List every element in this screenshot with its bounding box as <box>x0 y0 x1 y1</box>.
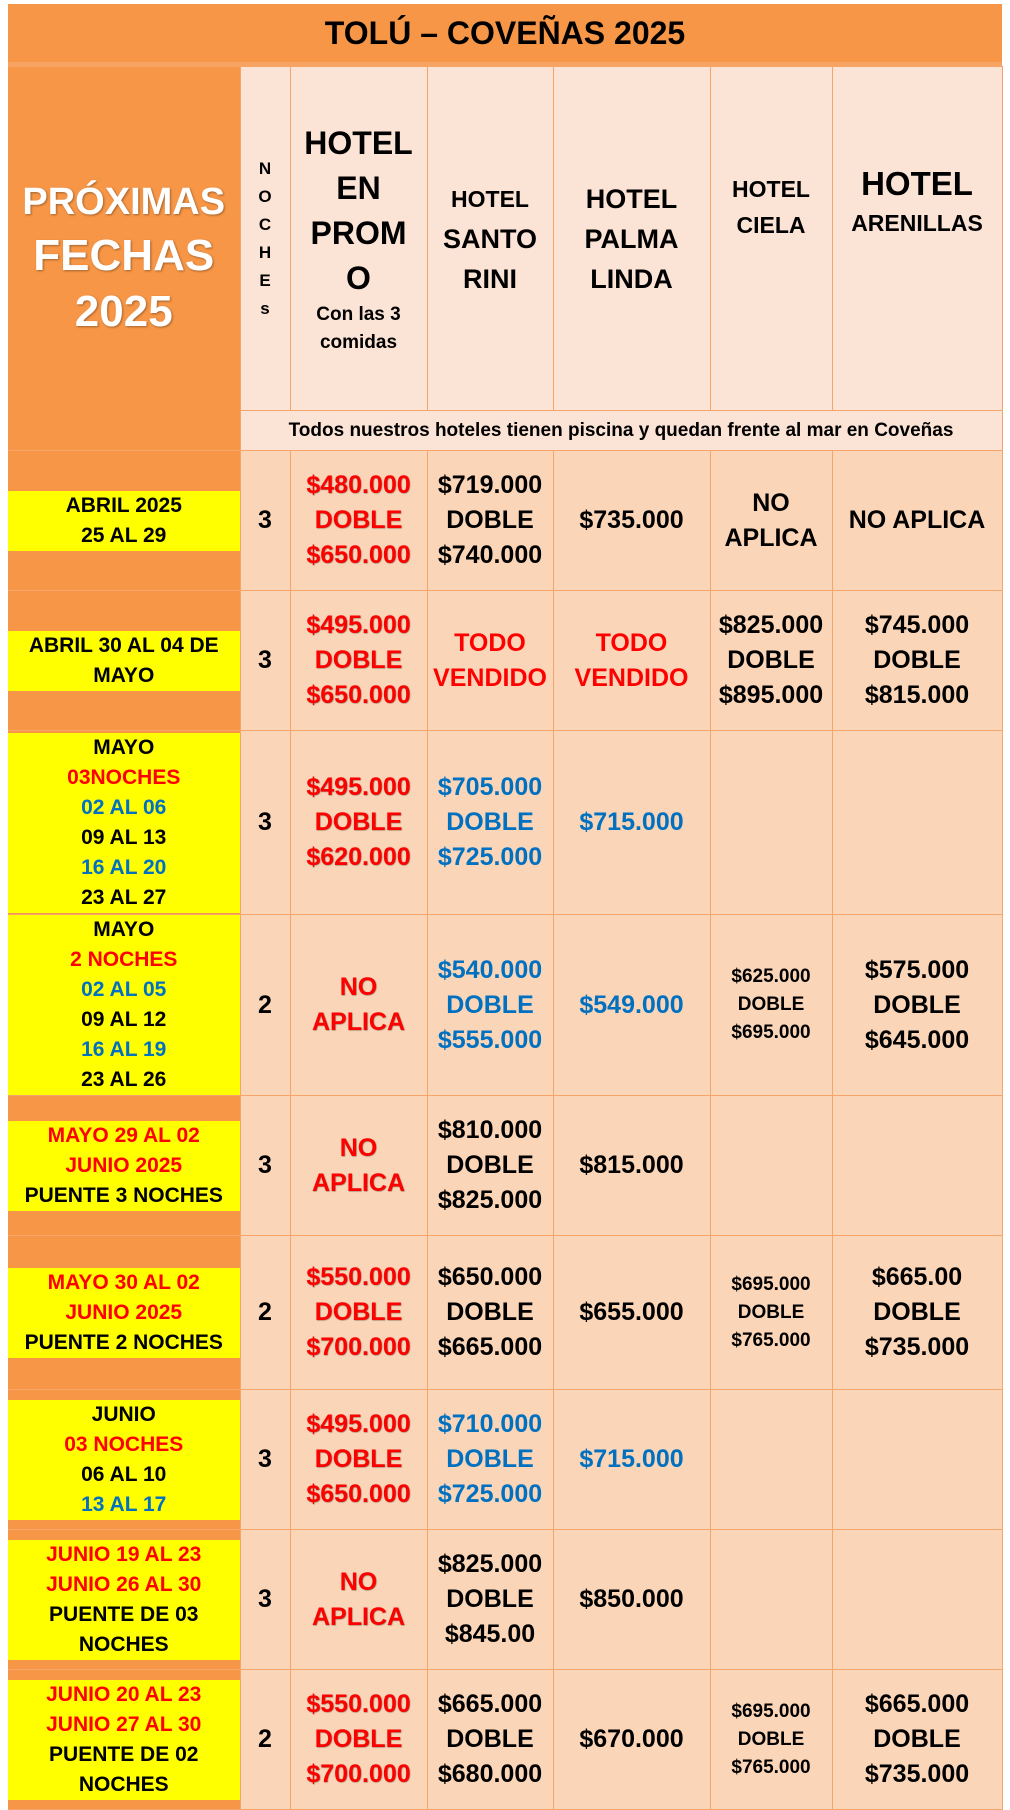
palma-linda-price: TODO VENDIDO <box>553 591 710 731</box>
promo-price: $550.000 DOBLE $700.000 <box>290 1670 427 1810</box>
arenillas-price <box>832 731 1002 915</box>
santo-rini-price: $665.000 DOBLE $680.000 <box>427 1670 553 1810</box>
arenillas-price: $665.00 DOBLE $735.000 <box>832 1236 1002 1390</box>
row-dates: MAYO 03NOCHES 02 AL 06 09 AL 13 16 AL 20 23 AL 27 <box>8 731 240 915</box>
page-title: TOLÚ – COVEÑAS 2025 <box>8 4 1002 62</box>
promo-price: $495.000 DOBLE $650.000 <box>290 1390 427 1530</box>
santo-rini-price: $650.000 DOBLE $665.000 <box>427 1236 553 1390</box>
ciela-price <box>710 1390 832 1530</box>
ciela-price: $695.000 DOBLE $765.000 <box>710 1236 832 1390</box>
table-row <box>8 591 1002 731</box>
row-nights: 3 <box>240 451 290 591</box>
row-dates: ABRIL 2025 25 AL 29 <box>8 451 240 591</box>
ciela-price: $625.000 DOBLE $695.000 <box>710 915 832 1096</box>
header-upcoming-dates: PRÓXIMAS FECHAS 2025 <box>8 67 240 451</box>
santo-rini-price: $825.000 DOBLE $845.00 <box>427 1530 553 1670</box>
arenillas-price <box>832 1390 1002 1530</box>
santo-rini-price: $719.000 DOBLE $740.000 <box>427 451 553 591</box>
promo-price: $495.000 DOBLE $650.000 <box>290 591 427 731</box>
row-dates: JUNIO 03 NOCHES 06 AL 10 13 AL 17 <box>8 1390 240 1530</box>
table-row <box>8 1236 1002 1390</box>
santo-rini-price: $705.000 DOBLE $725.000 <box>427 731 553 915</box>
header-hotel-arenillas: HOTEL ARENILLAS <box>832 67 1002 411</box>
ciela-price <box>710 1096 832 1236</box>
table-row <box>8 451 1002 591</box>
header-hotel-santo-rini: HOTEL SANTO RINI <box>427 67 553 411</box>
santo-rini-price: $540.000 DOBLE $555.000 <box>427 915 553 1096</box>
arenillas-price <box>832 1096 1002 1236</box>
row-dates: JUNIO 20 AL 23 JUNIO 27 AL 30 PUENTE DE 02 NOCHES <box>8 1670 240 1810</box>
ciela-price: $695.000 DOBLE $765.000 <box>710 1670 832 1810</box>
row-dates: ABRIL 30 AL 04 DE MAYO <box>8 591 240 731</box>
row-nights: 2 <box>240 915 290 1096</box>
arenillas-price: $745.000 DOBLE $815.000 <box>832 591 1002 731</box>
row-nights: 3 <box>240 1096 290 1236</box>
header-nights: N O C H E s <box>240 67 290 411</box>
arenillas-price: $665.000 DOBLE $735.000 <box>832 1670 1002 1810</box>
ciela-price: $825.000 DOBLE $895.000 <box>710 591 832 731</box>
santo-rini-price: TODO VENDIDO <box>427 591 553 731</box>
table-row <box>8 1390 1002 1530</box>
ciela-price <box>710 731 832 915</box>
row-nights: 3 <box>240 591 290 731</box>
row-nights: 3 <box>240 731 290 915</box>
santo-rini-price: $710.000 DOBLE $725.000 <box>427 1390 553 1530</box>
table-row <box>8 1096 1002 1236</box>
promo-price: $480.000 DOBLE $650.000 <box>290 451 427 591</box>
promo-price: NO APLICA <box>290 1530 427 1670</box>
ciela-price <box>710 1530 832 1670</box>
santo-rini-price: $810.000 DOBLE $825.000 <box>427 1096 553 1236</box>
arenillas-price <box>832 1530 1002 1670</box>
header-hotel-promo: HOTEL EN PROM O Con las 3 comidas <box>290 67 427 411</box>
arenillas-price: $575.000 DOBLE $645.000 <box>832 915 1002 1096</box>
palma-linda-price: $715.000 <box>553 731 710 915</box>
table-row <box>8 731 1002 915</box>
table-row <box>8 1530 1002 1670</box>
palma-linda-price: $735.000 <box>553 451 710 591</box>
hotels-note: Todos nuestros hoteles tienen piscina y quedan frente al mar en Coveñas <box>240 411 1002 451</box>
header-hotel-ciela: HOTEL CIELA <box>710 67 832 411</box>
row-nights: 2 <box>240 1236 290 1390</box>
palma-linda-price: $655.000 <box>553 1236 710 1390</box>
promo-price: NO APLICA <box>290 915 427 1096</box>
promo-price: NO APLICA <box>290 1096 427 1236</box>
header-hotel-palma-linda: HOTEL PALMA LINDA <box>553 67 710 411</box>
palma-linda-price: $815.000 <box>553 1096 710 1236</box>
palma-linda-price: $549.000 <box>553 915 710 1096</box>
arenillas-price: NO APLICA <box>832 451 1002 591</box>
palma-linda-price: $670.000 <box>553 1670 710 1810</box>
row-dates: JUNIO 19 AL 23 JUNIO 26 AL 30 PUENTE DE 03 NOCHES <box>8 1530 240 1670</box>
row-nights: 3 <box>240 1530 290 1670</box>
palma-linda-price: $850.000 <box>553 1530 710 1670</box>
row-dates: MAYO 30 AL 02 JUNIO 2025 PUENTE 2 NOCHES <box>8 1236 240 1390</box>
row-nights: 3 <box>240 1390 290 1530</box>
price-sheet <box>8 4 1002 1796</box>
palma-linda-price: $715.000 <box>553 1390 710 1530</box>
row-dates: MAYO 2 NOCHES 02 AL 05 09 AL 12 16 AL 19 23 AL 26 <box>8 915 240 1096</box>
promo-price: $495.000 DOBLE $620.000 <box>290 731 427 915</box>
row-nights: 2 <box>240 1670 290 1810</box>
table-row <box>8 1670 1002 1810</box>
price-table <box>8 66 1003 1810</box>
promo-price: $550.000 DOBLE $700.000 <box>290 1236 427 1390</box>
table-row <box>8 915 1002 1096</box>
ciela-price: NO APLICA <box>710 451 832 591</box>
row-dates: MAYO 29 AL 02 JUNIO 2025 PUENTE 3 NOCHES <box>8 1096 240 1236</box>
